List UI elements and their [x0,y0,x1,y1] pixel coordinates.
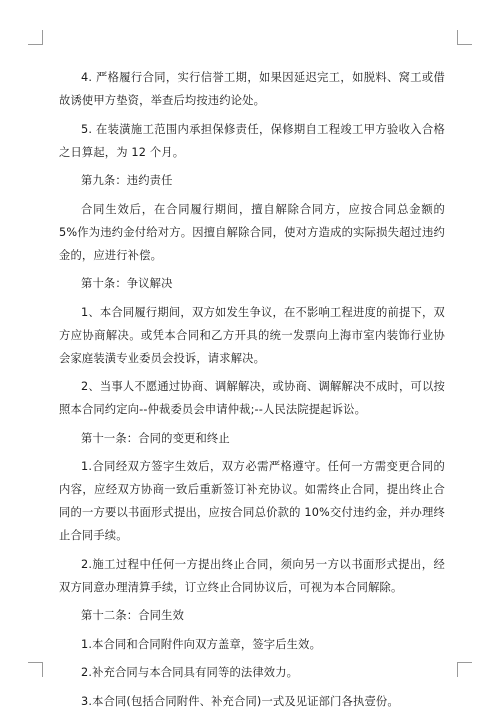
crop-mark-bottom-right [457,662,472,677]
article-12-heading: 第十二条：合同生效 [81,609,185,622]
article-9-heading: 第九条：违约责任 [81,174,173,187]
crop-mark-top-left [28,30,43,45]
article-11-heading: 第十一条：合同的变更和终止 [81,431,230,445]
article-10-item-1: 1、本合同履行期间，双方如发生争议，在不影响工程进度的前提下，双方应协商解决。或凭本合同和乙方开具的统一发票向上海市室内装饰行业协会家庭装潢专业委员会投诉，请求解决。 [59,305,445,365]
article-12-item-1: 1.本合同和合同附件向双方盖章，签字后生效。 [81,637,322,651]
article-11-item-1: 1.合同经双方签字生效后，双方必需严格遵守。任何一方需变更合同的内容，应经双方协商一致后重新签订补充协议。如需终止合同，提出终止合同的一方要以书面形式提出，应按合同总价款的 10%交付违约金，并办理终止合同手续。 [59,460,445,542]
article-12-item-3: 3.本合同(包括合同附件、补充合同)一式及见证部门各执壹份。 [81,694,399,708]
article-12-item-2: 2.补充合同与本合同具有同等的法律效力。 [81,666,299,679]
article-11-item-2: 2.施工过程中任何一方提出终止合同，须向另一方以书面形式提出，经双方同意办理清算手续，订立终止合同协议后，可视为本合同解除。 [59,557,445,594]
clause-4-paragraph: 4. 严格履行合同，实行信誉工期，如果因延迟完工，如脱料、窝工或借故诱使甲方垫资，举查后均按违约论处。 [59,71,445,107]
crop-mark-top-right [457,30,472,45]
crop-mark-bottom-left [28,662,43,677]
clause-5-paragraph: 5. 在装潢施工范围内承担保修责任，保修期自工程竣工甲方验收入合格之日算起，为 12 个月。 [59,122,445,159]
article-10-heading: 第十条：争议解决 [81,277,173,290]
article-9-paragraph: 合同生效后，在合同履行期间，擅自解除合同方，应按合同总金额的 5%作为违约金付给对方。因擅自解除合同，使对方造成的实际损失超过违约金的，应进行补偿。 [59,202,445,262]
article-10-item-2: 2、当事人不愿通过协商、调解解决，或协商、调解解决不成时，可以按照本合同约定向--仲裁委员会申请仲裁;--人民法院提起诉讼。 [59,380,445,416]
document-body [59,66,445,718]
